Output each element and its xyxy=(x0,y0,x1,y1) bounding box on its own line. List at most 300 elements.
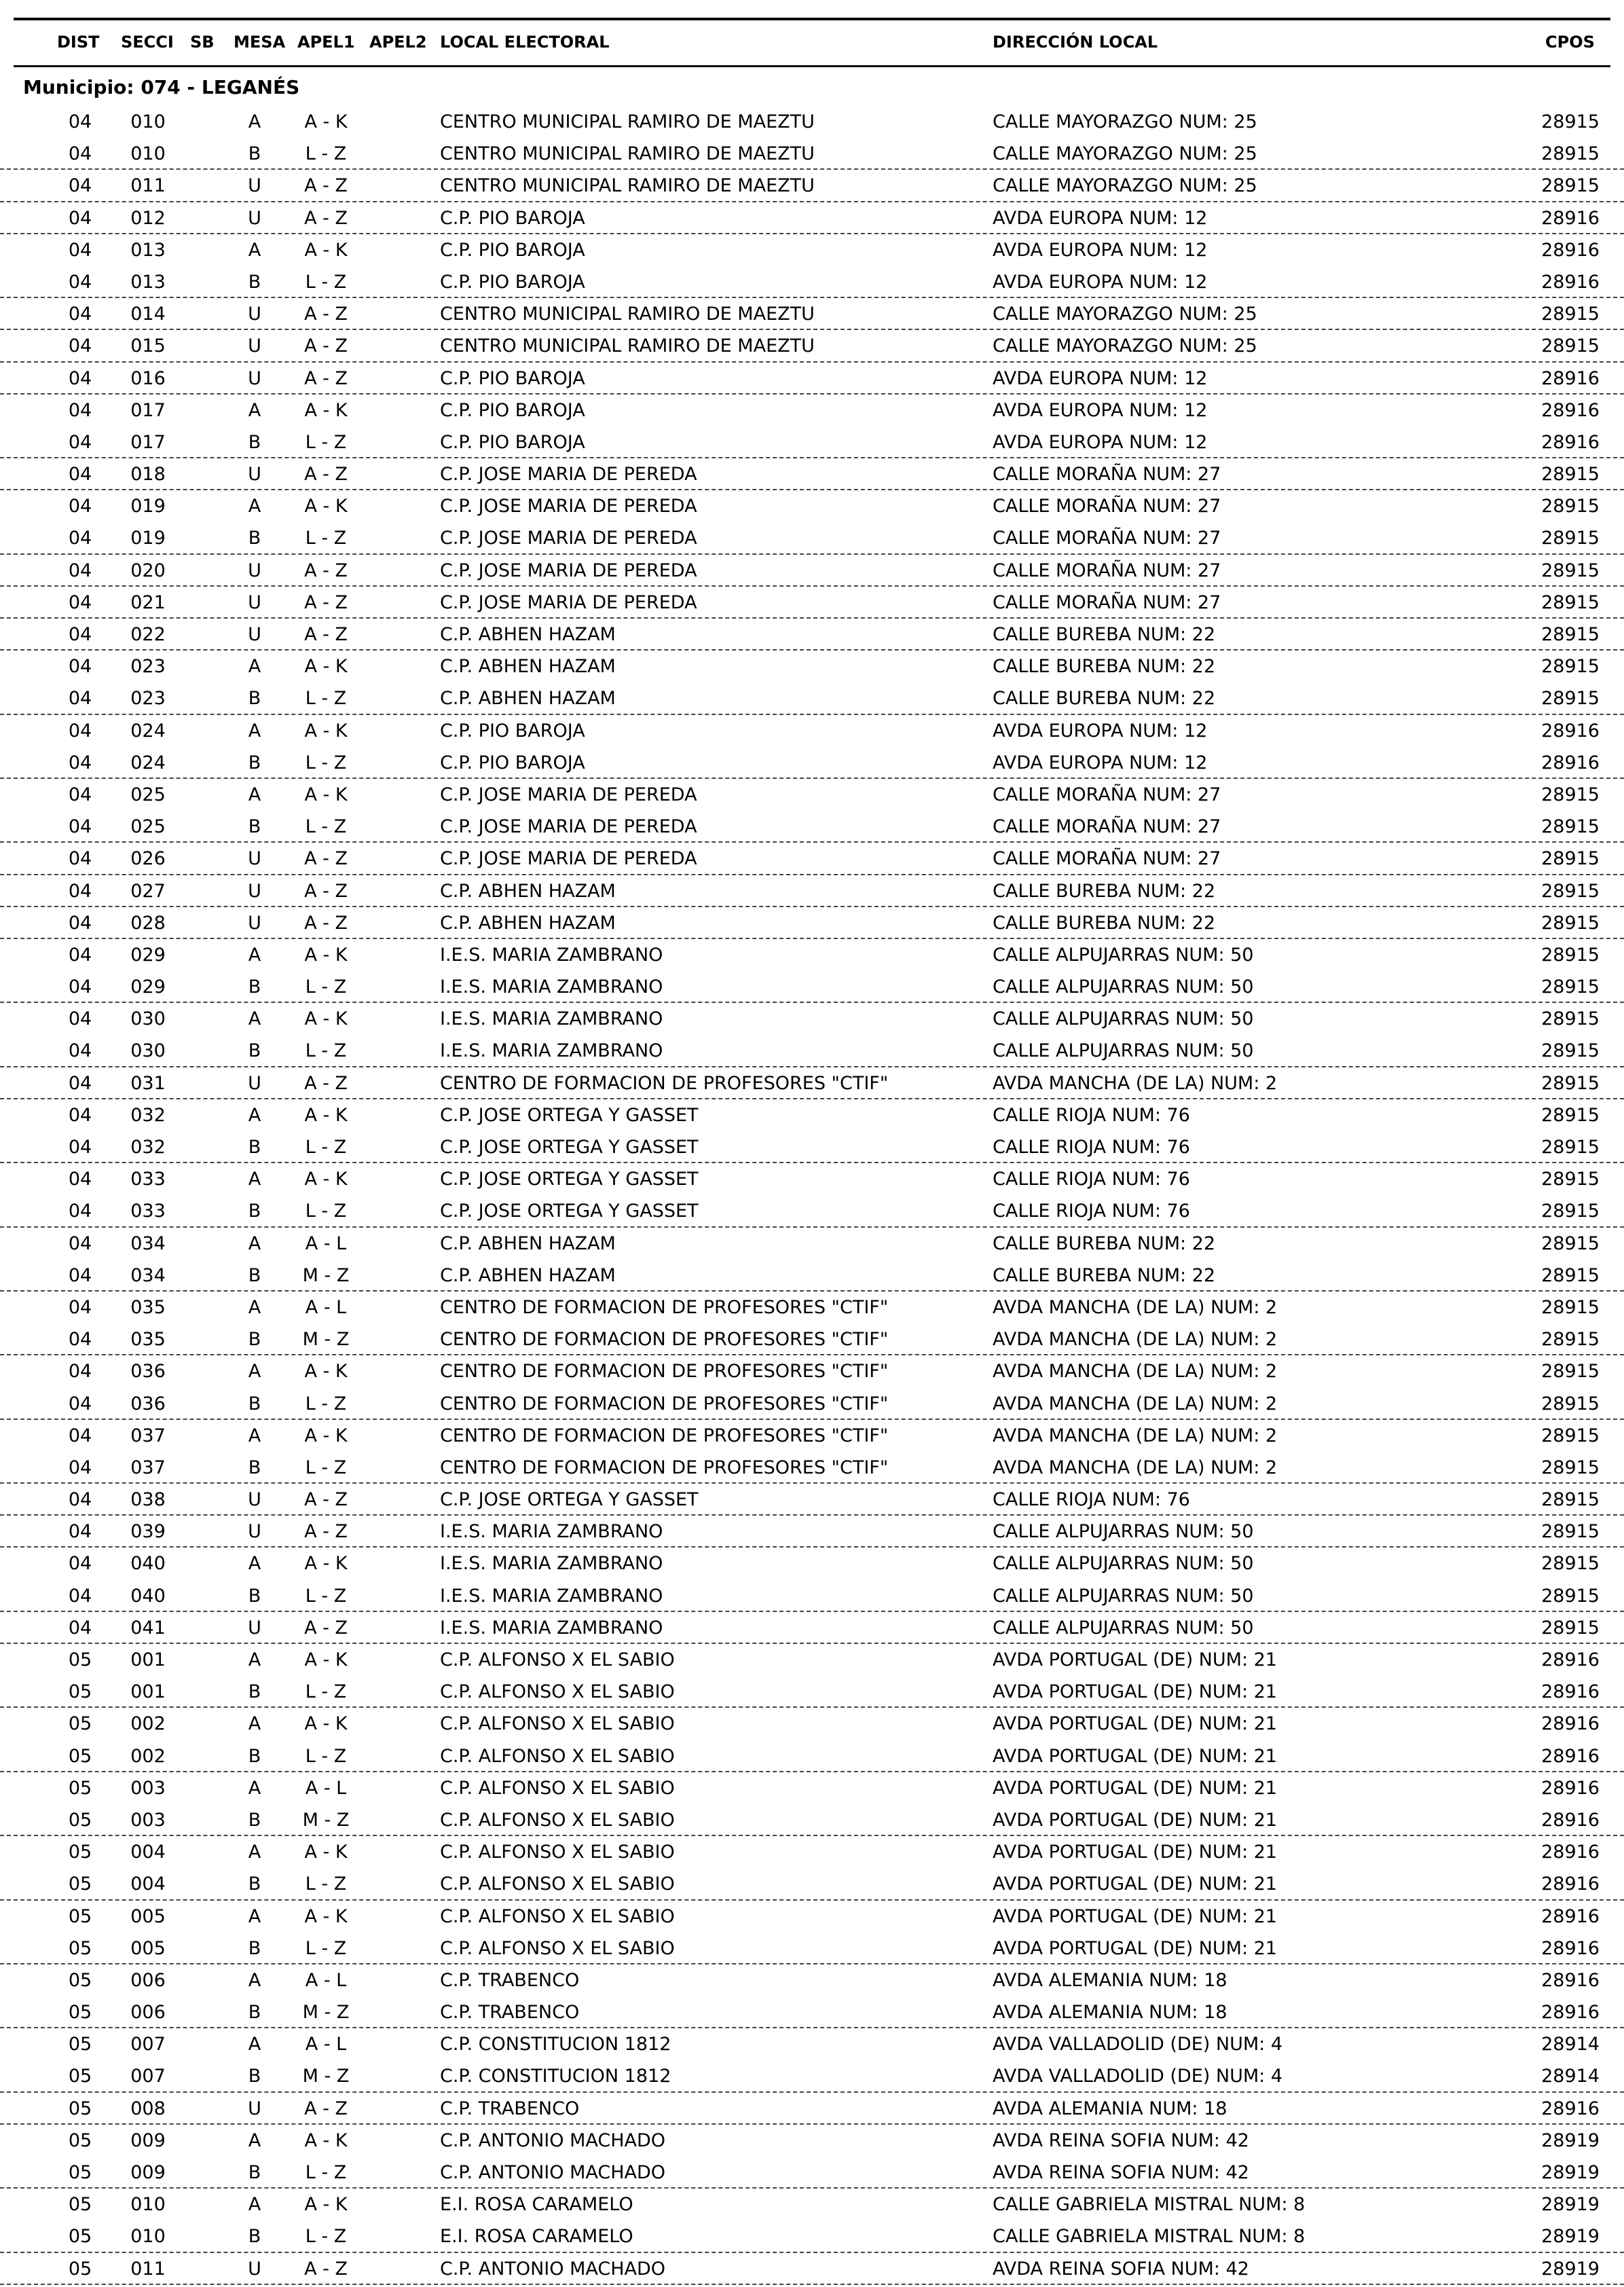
table-row xyxy=(0,1355,1624,1387)
cell-local: CENTRO DE FORMACION DE PROFESORES "CTIF" xyxy=(440,1361,889,1383)
cell-cpos: 28916 xyxy=(1541,720,1600,742)
cell-local: CENTRO DE FORMACION DE PROFESORES "CTIF" xyxy=(440,1457,889,1478)
cell-apel1: A - Z xyxy=(304,560,348,581)
cell-secci: 017 xyxy=(130,399,166,421)
cell-cpos: 28915 xyxy=(1541,816,1600,838)
cell-cpos: 28919 xyxy=(1541,2226,1600,2248)
header-mesa: MESA xyxy=(234,33,286,52)
cell-mesa: A xyxy=(248,1296,261,1318)
cell-apel1: A - K xyxy=(304,1713,348,1735)
cell-apel1: A - Z xyxy=(304,2098,348,2119)
cell-cpos: 28916 xyxy=(1541,1809,1600,1831)
cell-secci: 037 xyxy=(130,1425,166,1446)
cell-cpos: 28916 xyxy=(1541,207,1600,229)
cell-dist: 04 xyxy=(68,143,92,165)
cell-cpos: 28915 xyxy=(1541,1361,1600,1383)
table-row xyxy=(0,1228,1624,1260)
table-row xyxy=(0,2189,1624,2220)
cell-local: CENTRO MUNICIPAL RAMIRO DE MAEZTU xyxy=(440,143,815,165)
cell-dist: 04 xyxy=(68,848,92,870)
cell-cpos: 28916 xyxy=(1541,1905,1600,1927)
cell-apel1: A - Z xyxy=(304,464,348,486)
table-row xyxy=(0,1964,1624,1996)
header-apel1: APEL1 xyxy=(297,33,355,52)
cell-apel1: A - K xyxy=(304,656,348,678)
cell-secci: 004 xyxy=(130,1873,166,1895)
cell-dist: 04 xyxy=(68,399,92,421)
cell-local: C.P. ALFONSO X EL SABIO xyxy=(440,1777,675,1799)
cell-cpos: 28915 xyxy=(1541,784,1600,805)
cell-local: C.P. JOSE MARIA DE PEREDA xyxy=(440,591,697,613)
cell-cpos: 28915 xyxy=(1541,1137,1600,1158)
table-row xyxy=(0,170,1624,202)
cell-cpos: 28915 xyxy=(1541,880,1600,902)
cell-local: C.P. ANTONIO MACHADO xyxy=(440,2129,666,2151)
cell-secci: 013 xyxy=(130,271,166,293)
table-row xyxy=(0,1195,1624,1227)
cell-apel1: L - Z xyxy=(305,1457,347,1478)
cell-secci: 034 xyxy=(130,1264,166,1286)
table-row xyxy=(0,298,1624,330)
cell-direccion: CALLE ALPUJARRAS NUM: 50 xyxy=(993,1617,1254,1639)
cell-cpos: 28915 xyxy=(1541,1201,1600,1222)
cell-mesa: A xyxy=(248,496,261,517)
cell-dist: 05 xyxy=(68,1937,92,1959)
header-cpos: CPOS xyxy=(1545,33,1595,52)
cell-dist: 04 xyxy=(68,1232,92,1254)
cell-local: C.P. ABHEN HAZAM xyxy=(440,656,616,678)
cell-direccion: AVDA PORTUGAL (DE) NUM: 21 xyxy=(993,1873,1277,1895)
cell-dist: 04 xyxy=(68,720,92,742)
cell-apel1: A - K xyxy=(304,944,348,966)
cell-cpos: 28915 xyxy=(1541,560,1600,581)
cell-secci: 017 xyxy=(130,431,166,453)
cell-dist: 04 xyxy=(68,1457,92,1478)
table-row xyxy=(0,1548,1624,1579)
table-row xyxy=(0,1772,1624,1804)
cell-direccion: CALLE MAYORAZGO NUM: 25 xyxy=(993,111,1257,132)
cell-secci: 035 xyxy=(130,1329,166,1351)
cell-apel1: A - K xyxy=(304,1905,348,1927)
table-row xyxy=(0,395,1624,426)
cell-secci: 020 xyxy=(130,560,166,581)
cell-secci: 006 xyxy=(130,1969,166,1991)
cell-dist: 05 xyxy=(68,1777,92,1799)
cell-local: C.P. ABHEN HAZAM xyxy=(440,912,616,934)
cell-mesa: B xyxy=(248,2162,261,2183)
cell-dist: 04 xyxy=(68,1104,92,1126)
cell-direccion: AVDA PORTUGAL (DE) NUM: 21 xyxy=(993,1809,1277,1831)
cell-secci: 023 xyxy=(130,688,166,710)
cell-direccion: AVDA MANCHA (DE LA) NUM: 2 xyxy=(993,1457,1278,1478)
cell-dist: 05 xyxy=(68,2098,92,2119)
table-row xyxy=(0,587,1624,619)
cell-direccion: CALLE GABRIELA MISTRAL NUM: 8 xyxy=(993,2226,1306,2248)
cell-direccion: CALLE MORAÑA NUM: 27 xyxy=(993,848,1221,870)
cell-dist: 05 xyxy=(68,1905,92,1927)
cell-apel1: A - Z xyxy=(304,367,348,389)
cell-local: C.P. TRABENCO xyxy=(440,2002,580,2024)
top-rule xyxy=(14,18,1610,20)
cell-apel1: A - K xyxy=(304,399,348,421)
cell-secci: 034 xyxy=(130,1232,166,1254)
cell-secci: 038 xyxy=(130,1489,166,1511)
cell-secci: 009 xyxy=(130,2129,166,2151)
cell-direccion: AVDA REINA SOFIA NUM: 42 xyxy=(993,2129,1249,2151)
cell-secci: 030 xyxy=(130,1008,166,1030)
cell-secci: 001 xyxy=(130,1649,166,1670)
cell-mesa: B xyxy=(248,1745,261,1767)
cell-cpos: 28914 xyxy=(1541,2066,1600,2087)
table-row xyxy=(0,1580,1624,1612)
cell-secci: 028 xyxy=(130,912,166,934)
cell-apel1: M - Z xyxy=(302,2002,350,2024)
cell-mesa: B xyxy=(248,2066,261,2087)
cell-apel1: L - Z xyxy=(305,976,347,998)
cell-secci: 029 xyxy=(130,976,166,998)
cell-apel1: A - Z xyxy=(304,1521,348,1543)
cell-secci: 019 xyxy=(130,496,166,517)
cell-cpos: 28916 xyxy=(1541,1937,1600,1959)
cell-direccion: CALLE BUREBA NUM: 22 xyxy=(993,624,1216,645)
cell-local: I.E.S. MARIA ZAMBRANO xyxy=(440,1585,663,1607)
cell-apel1: L - Z xyxy=(305,271,347,293)
cell-mesa: A xyxy=(248,720,261,742)
cell-secci: 011 xyxy=(130,175,166,197)
cell-secci: 002 xyxy=(130,1745,166,1767)
cell-local: C.P. ANTONIO MACHADO xyxy=(440,2162,666,2183)
cell-dist: 05 xyxy=(68,2066,92,2087)
cell-secci: 032 xyxy=(130,1104,166,1126)
cell-secci: 024 xyxy=(130,752,166,773)
cell-apel1: M - Z xyxy=(302,1329,350,1351)
table-row xyxy=(0,779,1624,811)
cell-mesa: A xyxy=(248,656,261,678)
cell-mesa: B xyxy=(248,752,261,773)
cell-apel1: A - Z xyxy=(304,624,348,645)
cell-mesa: B xyxy=(248,1809,261,1831)
cell-dist: 04 xyxy=(68,560,92,581)
cell-apel1: A - K xyxy=(304,1169,348,1190)
cell-mesa: A xyxy=(248,2034,261,2055)
cell-apel1: A - K xyxy=(304,2129,348,2151)
cell-direccion: CALLE RIOJA NUM: 76 xyxy=(993,1489,1190,1511)
cell-direccion: CALLE BUREBA NUM: 22 xyxy=(993,1264,1216,1286)
header-local: LOCAL ELECTORAL xyxy=(440,33,610,52)
cell-direccion: CALLE MORAÑA NUM: 27 xyxy=(993,528,1221,549)
cell-cpos: 28915 xyxy=(1541,335,1600,357)
cell-apel1: A - Z xyxy=(304,848,348,870)
cell-direccion: CALLE BUREBA NUM: 22 xyxy=(993,880,1216,902)
cell-local: I.E.S. MARIA ZAMBRANO xyxy=(440,1008,663,1030)
cell-dist: 04 xyxy=(68,1489,92,1511)
table-row xyxy=(0,363,1624,395)
table-row xyxy=(0,747,1624,779)
cell-secci: 005 xyxy=(130,1905,166,1927)
cell-local: CENTRO DE FORMACION DE PROFESORES "CTIF" xyxy=(440,1072,889,1094)
cell-local: CENTRO MUNICIPAL RAMIRO DE MAEZTU xyxy=(440,175,815,197)
cell-dist: 04 xyxy=(68,784,92,805)
cell-mesa: A xyxy=(248,1905,261,1927)
cell-direccion: CALLE BUREBA NUM: 22 xyxy=(993,1232,1216,1254)
cell-mesa: U xyxy=(248,1489,261,1511)
cell-local: C.P. JOSE ORTEGA Y GASSET xyxy=(440,1201,699,1222)
table-row xyxy=(0,1420,1624,1452)
cell-mesa: U xyxy=(248,591,261,613)
cell-cpos: 28915 xyxy=(1541,1329,1600,1351)
cell-mesa: B xyxy=(248,1137,261,1158)
cell-direccion: AVDA PORTUGAL (DE) NUM: 21 xyxy=(993,1681,1277,1703)
cell-direccion: CALLE MAYORAZGO NUM: 25 xyxy=(993,143,1257,165)
cell-dist: 05 xyxy=(68,1649,92,1670)
cell-mesa: U xyxy=(248,560,261,581)
cell-dist: 04 xyxy=(68,335,92,357)
cell-local: C.P. ALFONSO X EL SABIO xyxy=(440,1809,675,1831)
cell-apel1: A - K xyxy=(304,2194,348,2216)
cell-cpos: 28915 xyxy=(1541,1521,1600,1543)
cell-local: C.P. JOSE MARIA DE PEREDA xyxy=(440,848,697,870)
cell-apel1: A - K xyxy=(304,111,348,132)
cell-cpos: 28915 xyxy=(1541,1040,1600,1062)
cell-local: C.P. ANTONIO MACHADO xyxy=(440,2258,666,2280)
cell-cpos: 28915 xyxy=(1541,591,1600,613)
cell-secci: 032 xyxy=(130,1137,166,1158)
cell-apel1: A - Z xyxy=(304,591,348,613)
cell-apel1: A - K xyxy=(304,1649,348,1670)
cell-mesa: U xyxy=(248,304,261,325)
cell-mesa: U xyxy=(248,880,261,902)
cell-dist: 04 xyxy=(68,1137,92,1158)
cell-secci: 036 xyxy=(130,1393,166,1414)
cell-secci: 015 xyxy=(130,335,166,357)
cell-secci: 004 xyxy=(130,1842,166,1863)
cell-mesa: B xyxy=(248,816,261,838)
cell-dist: 04 xyxy=(68,1072,92,1094)
cell-dist: 04 xyxy=(68,1008,92,1030)
table-row xyxy=(0,266,1624,298)
table-row xyxy=(0,1740,1624,1772)
cell-cpos: 28915 xyxy=(1541,1425,1600,1446)
cell-direccion: CALLE RIOJA NUM: 76 xyxy=(993,1104,1190,1126)
cell-dist: 05 xyxy=(68,2194,92,2216)
cell-cpos: 28916 xyxy=(1541,271,1600,293)
cell-local: C.P. ALFONSO X EL SABIO xyxy=(440,1713,675,1735)
cell-dist: 04 xyxy=(68,944,92,966)
cell-local: C.P. JOSE MARIA DE PEREDA xyxy=(440,816,697,838)
table-row xyxy=(0,1163,1624,1195)
cell-dist: 04 xyxy=(68,656,92,678)
table-row xyxy=(0,843,1624,875)
header-dist: DIST xyxy=(57,33,100,52)
cell-cpos: 28916 xyxy=(1541,1873,1600,1895)
cell-dist: 04 xyxy=(68,688,92,710)
cell-cpos: 28919 xyxy=(1541,2258,1600,2280)
cell-mesa: A xyxy=(248,1361,261,1383)
cell-mesa: A xyxy=(248,1553,261,1575)
cell-mesa: A xyxy=(248,784,261,805)
cell-secci: 010 xyxy=(130,143,166,165)
cell-direccion: CALLE ALPUJARRAS NUM: 50 xyxy=(993,1008,1254,1030)
cell-mesa: A xyxy=(248,944,261,966)
cell-mesa: A xyxy=(248,1008,261,1030)
cell-direccion: CALLE ALPUJARRAS NUM: 50 xyxy=(993,1585,1254,1607)
table-row xyxy=(0,234,1624,266)
cell-cpos: 28915 xyxy=(1541,496,1600,517)
table-row xyxy=(0,1612,1624,1644)
cell-local: C.P. ALFONSO X EL SABIO xyxy=(440,1873,675,1895)
cell-cpos: 28915 xyxy=(1541,1489,1600,1511)
cell-cpos: 28915 xyxy=(1541,528,1600,549)
cell-mesa: B xyxy=(248,271,261,293)
cell-direccion: AVDA REINA SOFIA NUM: 42 xyxy=(993,2162,1249,2183)
cell-cpos: 28915 xyxy=(1541,688,1600,710)
table-row xyxy=(0,426,1624,458)
cell-local: C.P. ABHEN HAZAM xyxy=(440,1264,616,1286)
cell-mesa: U xyxy=(248,912,261,934)
cell-direccion: CALLE GABRIELA MISTRAL NUM: 8 xyxy=(993,2194,1306,2216)
cell-mesa: B xyxy=(248,1393,261,1414)
cell-direccion: AVDA EUROPA NUM: 12 xyxy=(993,207,1208,229)
cell-dist: 04 xyxy=(68,1296,92,1318)
cell-dist: 04 xyxy=(68,367,92,389)
cell-mesa: U xyxy=(248,1072,261,1094)
cell-local: C.P. PIO BAROJA xyxy=(440,239,585,261)
cell-dist: 04 xyxy=(68,528,92,549)
cell-dist: 05 xyxy=(68,1873,92,1895)
cell-direccion: CALLE MAYORAZGO NUM: 25 xyxy=(993,175,1257,197)
cell-cpos: 28915 xyxy=(1541,464,1600,486)
cell-apel1: A - K xyxy=(304,720,348,742)
cell-dist: 04 xyxy=(68,1393,92,1414)
cell-secci: 002 xyxy=(130,1713,166,1735)
cell-apel1: L - Z xyxy=(305,752,347,773)
cell-mesa: B xyxy=(248,431,261,453)
cell-cpos: 28915 xyxy=(1541,1104,1600,1126)
cell-direccion: CALLE ALPUJARRAS NUM: 50 xyxy=(993,944,1254,966)
cell-secci: 039 xyxy=(130,1521,166,1543)
cell-secci: 036 xyxy=(130,1361,166,1383)
cell-cpos: 28915 xyxy=(1541,976,1600,998)
cell-direccion: CALLE BUREBA NUM: 22 xyxy=(993,656,1216,678)
cell-local: C.P. PIO BAROJA xyxy=(440,367,585,389)
cell-apel1: A - Z xyxy=(304,1072,348,1094)
cell-direccion: AVDA ALEMANIA NUM: 18 xyxy=(993,2098,1228,2119)
cell-local: C.P. TRABENCO xyxy=(440,1969,580,1991)
table-row xyxy=(0,1260,1624,1292)
table-row xyxy=(0,1516,1624,1548)
cell-cpos: 28916 xyxy=(1541,1713,1600,1735)
cell-cpos: 28919 xyxy=(1541,2194,1600,2216)
cell-local: C.P. PIO BAROJA xyxy=(440,207,585,229)
cell-secci: 009 xyxy=(130,2162,166,2183)
table-row xyxy=(0,138,1624,170)
cell-cpos: 28915 xyxy=(1541,304,1600,325)
cell-local: C.P. JOSE ORTEGA Y GASSET xyxy=(440,1104,699,1126)
cell-cpos: 28916 xyxy=(1541,2002,1600,2024)
cell-direccion: CALLE MORAÑA NUM: 27 xyxy=(993,496,1221,517)
cell-direccion: CALLE MAYORAZGO NUM: 25 xyxy=(993,304,1257,325)
cell-local: C.P. JOSE MARIA DE PEREDA xyxy=(440,496,697,517)
cell-apel1: L - Z xyxy=(305,1681,347,1703)
cell-direccion: AVDA MANCHA (DE LA) NUM: 2 xyxy=(993,1361,1278,1383)
cell-secci: 010 xyxy=(130,111,166,132)
cell-mesa: B xyxy=(248,143,261,165)
cell-cpos: 28915 xyxy=(1541,111,1600,132)
cell-direccion: CALLE MORAÑA NUM: 27 xyxy=(993,464,1221,486)
cell-secci: 007 xyxy=(130,2066,166,2087)
cell-secci: 022 xyxy=(130,624,166,645)
cell-direccion: AVDA EUROPA NUM: 12 xyxy=(993,399,1208,421)
cell-apel1: A - K xyxy=(304,1842,348,1863)
cell-secci: 035 xyxy=(130,1296,166,1318)
cell-direccion: AVDA PORTUGAL (DE) NUM: 21 xyxy=(993,1777,1277,1799)
cell-mesa: U xyxy=(248,2098,261,2119)
cell-secci: 021 xyxy=(130,591,166,613)
cell-mesa: U xyxy=(248,464,261,486)
cell-direccion: CALLE RIOJA NUM: 76 xyxy=(993,1137,1190,1158)
cell-cpos: 28915 xyxy=(1541,1264,1600,1286)
cell-cpos: 28916 xyxy=(1541,1649,1600,1670)
cell-secci: 031 xyxy=(130,1072,166,1094)
cell-apel1: L - Z xyxy=(305,2162,347,2183)
cell-cpos: 28915 xyxy=(1541,1585,1600,1607)
cell-secci: 005 xyxy=(130,1937,166,1959)
cell-local: C.P. ABHEN HAZAM xyxy=(440,688,616,710)
cell-secci: 033 xyxy=(130,1201,166,1222)
cell-mesa: U xyxy=(248,848,261,870)
cell-dist: 04 xyxy=(68,591,92,613)
cell-direccion: CALLE ALPUJARRAS NUM: 50 xyxy=(993,1521,1254,1543)
cell-cpos: 28916 xyxy=(1541,399,1600,421)
cell-cpos: 28915 xyxy=(1541,624,1600,645)
cell-mesa: A xyxy=(248,1104,261,1126)
cell-mesa: A xyxy=(248,1425,261,1446)
cell-local: CENTRO DE FORMACION DE PROFESORES "CTIF" xyxy=(440,1329,889,1351)
cell-mesa: A xyxy=(248,1713,261,1735)
table-row xyxy=(0,1099,1624,1131)
table-row xyxy=(0,330,1624,362)
table-row xyxy=(0,555,1624,587)
cell-direccion: AVDA PORTUGAL (DE) NUM: 21 xyxy=(993,1905,1277,1927)
cell-dist: 04 xyxy=(68,1040,92,1062)
cell-cpos: 28916 xyxy=(1541,239,1600,261)
table-row xyxy=(0,1452,1624,1484)
cell-local: C.P. TRABENCO xyxy=(440,2098,580,2119)
cell-dist: 04 xyxy=(68,1264,92,1286)
cell-secci: 001 xyxy=(130,1681,166,1703)
table-row xyxy=(0,907,1624,939)
cell-mesa: B xyxy=(248,2002,261,2024)
cell-direccion: CALLE BUREBA NUM: 22 xyxy=(993,688,1216,710)
cell-mesa: A xyxy=(248,239,261,261)
cell-dist: 05 xyxy=(68,2162,92,2183)
cell-dist: 05 xyxy=(68,1969,92,1991)
cell-local: C.P. JOSE MARIA DE PEREDA xyxy=(440,464,697,486)
cell-direccion: AVDA EUROPA NUM: 12 xyxy=(993,431,1208,453)
cell-apel1: L - Z xyxy=(305,431,347,453)
cell-direccion: AVDA MANCHA (DE LA) NUM: 2 xyxy=(993,1425,1278,1446)
cell-mesa: B xyxy=(248,688,261,710)
cell-direccion: AVDA PORTUGAL (DE) NUM: 21 xyxy=(993,1649,1277,1670)
cell-local: I.E.S. MARIA ZAMBRANO xyxy=(440,944,663,966)
cell-apel1: A - K xyxy=(304,239,348,261)
cell-mesa: U xyxy=(248,624,261,645)
table-row xyxy=(0,1933,1624,1964)
cell-local: C.P. ALFONSO X EL SABIO xyxy=(440,1681,675,1703)
table-row xyxy=(0,1067,1624,1099)
cell-direccion: CALLE MAYORAZGO NUM: 25 xyxy=(993,335,1257,357)
cell-direccion: CALLE MORAÑA NUM: 27 xyxy=(993,560,1221,581)
